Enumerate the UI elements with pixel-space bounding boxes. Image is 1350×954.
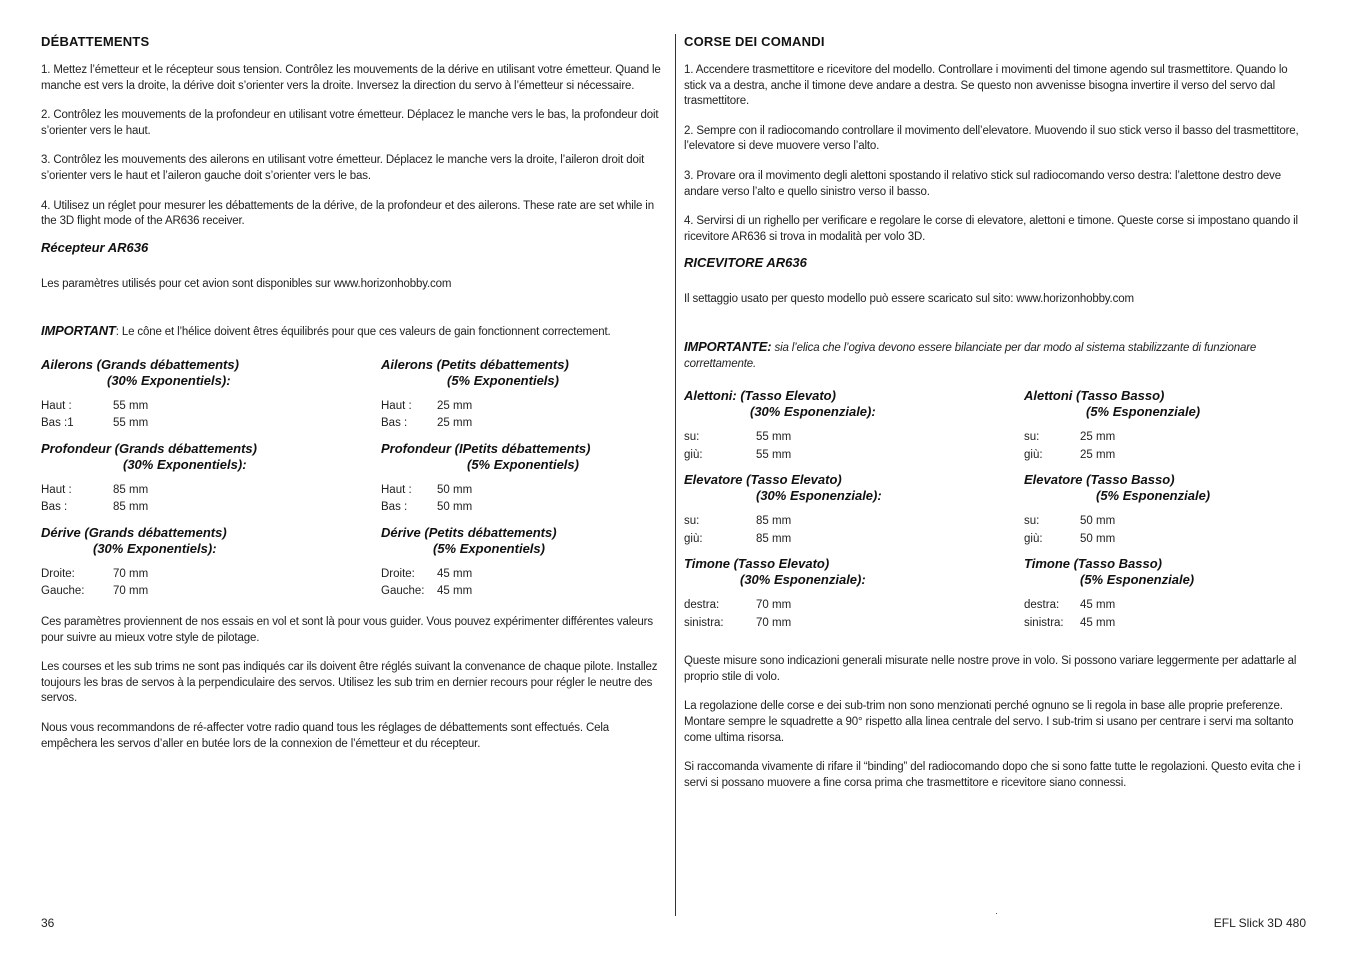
rate-row	[684, 513, 1024, 531]
rate-value: 85 mm	[756, 532, 792, 545]
rate-title-line2: (5% Esponenziale)	[1086, 404, 1201, 420]
rate-row	[41, 583, 381, 601]
rate-label: Haut :	[41, 399, 72, 412]
rate-label: Haut :	[381, 399, 412, 412]
rate-title-line2: (30% Esponenziale):	[750, 404, 876, 420]
rate-value: 85 mm	[113, 501, 149, 514]
rate-label: giù:	[684, 448, 703, 461]
rate-label: destra:	[1024, 599, 1060, 612]
rate-row	[381, 499, 666, 517]
rate-label: su:	[684, 515, 700, 528]
rate-title-line1: Elevatore (Tasso Basso)	[1024, 472, 1175, 488]
rate-rows	[684, 597, 1024, 632]
rate-label: Bas :	[381, 417, 408, 430]
rate-block	[41, 441, 381, 517]
rate-title-line2: (30% Esponenziale):	[740, 572, 866, 588]
rate-block	[41, 525, 381, 601]
product-name: EFL Slick 3D 480	[1213, 916, 1306, 930]
rate-title-line1: Ailerons (Grands débattements)	[41, 356, 239, 372]
rate-rows	[381, 482, 666, 517]
receiver-heading: Récepteur AR636	[41, 239, 149, 255]
rate-title-line2: (5% Esponenziale)	[1096, 488, 1211, 504]
rate-title-line1: Timone (Tasso Elevato)	[684, 556, 830, 572]
rate-rows	[1024, 513, 1309, 548]
rate-row	[1024, 597, 1309, 615]
rate-row	[1024, 531, 1309, 549]
rate-title	[1024, 556, 1309, 588]
rate-value: 50 mm	[1080, 515, 1116, 528]
important-text: sia l’elica che l’ogiva devono essere bilanciate per dar modo al sistema stabilizzante di funzionare correttamente.	[684, 341, 1257, 370]
rate-rows	[41, 482, 381, 517]
important-label: IMPORTANT	[41, 323, 116, 339]
rate-value: 70 mm	[756, 616, 792, 629]
rate-title-line1: Alettoni: (Tasso Elevato)	[684, 388, 836, 404]
rate-title-line1: Alettoni (Tasso Basso)	[1024, 388, 1165, 404]
rate-title-line2: (30% Esponenziale):	[756, 488, 882, 504]
rate-title	[1024, 472, 1309, 504]
closing-paragraph: Queste misure sono indicazioni generali misurate nelle nostre prove in volo. Si possono variare leggermente per adattarle al proprio stile di volo.	[684, 655, 1297, 683]
rate-row	[41, 398, 381, 416]
receiver-heading: RICEVITORE AR636	[684, 255, 807, 271]
rate-row	[1024, 429, 1309, 447]
rate-row	[684, 447, 1024, 465]
closing-paragraph: Si raccomanda vivamente di rifare il “binding” del radiocomando dopo che si sono fatte tutte le regolazioni. Questo evita che i servi si possano muovere a fine corsa prima che trasmettitore e ricevitore siano connessi.	[684, 761, 1301, 789]
rate-row	[684, 615, 1024, 633]
section-title: DÉBATTEMENTS	[41, 34, 150, 49]
rate-value: 25 mm	[1080, 448, 1116, 461]
rate-value: 50 mm	[437, 483, 473, 496]
rate-label: sinistra:	[684, 616, 724, 629]
rates-grid	[41, 357, 666, 609]
rates-grid	[684, 388, 1309, 640]
rate-value: 55 mm	[756, 448, 792, 461]
rate-label: destra:	[684, 599, 720, 612]
rate-label: sinistra:	[1024, 616, 1064, 629]
closing-paragraph: Nous vous recommandons de ré-affecter votre radio quand tous les réglages de débattements sont effectués. Cela empêchera les servos d’aller en butée lors de la connexion de l’émetteur et du récepteur.	[41, 721, 610, 750]
rate-value: 55 mm	[756, 431, 792, 444]
receiver-text: Les paramètres utilisés pour cet avion sont disponibles sur www.horizonhobby.com	[41, 277, 452, 290]
rate-title	[41, 357, 381, 389]
rate-value: 55 mm	[113, 399, 149, 412]
rate-title-line2: (30% Exponentiels):	[93, 540, 217, 556]
column-divider	[675, 34, 676, 916]
rate-title	[684, 388, 1024, 420]
important-label: IMPORTANTE:	[684, 338, 772, 354]
rate-title-line1: Profondeur (IPetits débattements)	[381, 440, 591, 456]
important-text: : Le cône et l’hélice doivent êtres équilibrés pour que ces valeurs de gain fonctionnent correctement.	[115, 326, 611, 339]
rate-row	[684, 429, 1024, 447]
rate-label: giù:	[1024, 532, 1043, 545]
stray-dot	[996, 913, 997, 914]
rate-label: su:	[1024, 515, 1040, 528]
rate-title-line1: Elevatore (Tasso Elevato)	[684, 472, 842, 488]
rate-title	[1024, 388, 1309, 420]
rate-title-line2: (5% Exponentiels)	[447, 372, 559, 388]
rate-rows	[684, 513, 1024, 548]
closing-paragraph: La regolazione delle corse e dei sub-trim non sono menzionati perché ognuno se li regola in base alle proprie preferenze. Montare sempre le squadrette a 90° rispetto alla linea centrale del servo. I sub-trim si usano per centrare i servi ma soltanto come ultima risorsa.	[684, 700, 1294, 744]
rate-value: 45 mm	[437, 567, 473, 580]
rate-title	[41, 525, 381, 557]
rate-label: Droite:	[41, 567, 75, 580]
rate-row	[381, 566, 666, 584]
rate-row	[381, 398, 666, 416]
rate-title	[381, 357, 666, 389]
rate-title-line2: (30% Exponentiels):	[107, 372, 231, 388]
right-column-italian	[684, 34, 1309, 805]
rate-value: 45 mm	[1080, 599, 1116, 612]
rate-label: Bas :	[41, 501, 68, 514]
receiver-text: Il settaggio usato per questo modello può essere scaricato sul sito: www.horizonhobby.com	[684, 293, 1134, 306]
rate-value: 70 mm	[756, 599, 792, 612]
rate-title	[41, 441, 381, 473]
rate-value: 25 mm	[437, 417, 473, 430]
rate-title	[684, 556, 1024, 588]
rate-rows	[41, 566, 381, 601]
rate-title	[684, 472, 1024, 504]
rate-rows	[381, 566, 666, 601]
rate-row	[41, 499, 381, 517]
instruction-paragraph: 4. Utilisez un réglet pour mesurer les débattements de la dérive, de la profondeur et des ailerons. These rate are set while in the 3D flight mode of the AR636 receiver.	[41, 199, 654, 228]
closing-paragraph: Ces paramètres proviennent de nos essais en vol et sont là pour vous guider. Vous pouvez expérimenter différentes valeurs pour suivre au mieux votre style de pilotage.	[41, 615, 653, 644]
instruction-paragraph: 1. Accendere trasmettitore e ricevitore del modello. Controllare i movimenti del timone agendo sul trasmettitore. Quando lo stick va a destra, anche il timone deve andare a destra. Se questo non avvenisse bisogna invertire il verso del servo dal trasmettitore.	[684, 64, 1288, 108]
rate-label: Gauche:	[41, 585, 85, 598]
rate-label: Bas :1	[41, 417, 74, 430]
rate-title	[381, 525, 666, 557]
rate-label: giù:	[684, 532, 703, 545]
page-number: 36	[41, 916, 55, 930]
rate-label: giù:	[1024, 448, 1043, 461]
rate-rows	[684, 429, 1024, 464]
rate-row	[41, 482, 381, 500]
rate-rows	[1024, 597, 1309, 632]
rate-value: 70 mm	[113, 585, 149, 598]
rate-label: Haut :	[381, 483, 412, 496]
instruction-paragraph: 2. Contrôlez les mouvements de la profondeur en utilisant votre émetteur. Déplacez le manche vers le bas, la profondeur doit s’orienter vers le haut.	[41, 109, 659, 137]
rate-row	[1024, 615, 1309, 633]
section-title: CORSE DEI COMANDI	[684, 34, 825, 49]
rate-title-line1: Profondeur (Grands débattements)	[41, 440, 257, 456]
rate-title-line2: (5% Esponenziale)	[1080, 572, 1195, 588]
rate-block	[381, 357, 666, 433]
rate-row	[381, 482, 666, 500]
instruction-paragraph: 2. Sempre con il radiocomando controllare il movimento dell’elevatore. Muovendo il suo stick verso il basso del trasmettitore, l’elevatore si deve muovere verso l’alto.	[684, 124, 1299, 153]
instruction-paragraph: 3. Contrôlez les mouvements des ailerons en utilisant votre émetteur. Déplacez le manche vers la droite, l’aileron droit doit s’orienter vers le haut et l’aileron gauche doit s’orienter vers le bas.	[41, 154, 645, 182]
important-note	[684, 339, 1309, 372]
rate-title-line2: (30% Exponentiels):	[123, 456, 247, 472]
rate-rows	[41, 398, 381, 433]
rate-block	[1024, 388, 1309, 464]
rate-row	[381, 583, 666, 601]
closing-paragraph: Les courses et les sub trims ne sont pas indiqués car ils doivent être réglés suivant la convenance de chaque pilote. Installez toujours les bras de servos à la perpendiculaire des servos. Utilisez les sub trim en dernier recours pour régler le neutre des servos.	[41, 661, 658, 705]
rate-value: 55 mm	[113, 417, 149, 430]
rate-label: Gauche:	[381, 585, 425, 598]
rate-value: 85 mm	[756, 515, 792, 528]
rate-rows	[1024, 429, 1309, 464]
rate-label: Bas :	[381, 501, 408, 514]
rate-block	[1024, 472, 1309, 548]
rate-value: 50 mm	[1080, 532, 1116, 545]
rate-value: 85 mm	[113, 483, 149, 496]
rate-rows	[381, 398, 666, 433]
rate-block	[41, 357, 381, 433]
rate-value: 70 mm	[113, 567, 149, 580]
rate-label: Haut :	[41, 483, 72, 496]
rate-value: 25 mm	[1080, 431, 1116, 444]
rate-block	[381, 441, 666, 517]
rate-value: 45 mm	[437, 585, 473, 598]
rate-title-line1: Dérive (Petits débattements)	[381, 524, 557, 540]
rate-block	[381, 525, 666, 601]
rate-label: Droite:	[381, 567, 415, 580]
rate-value: 45 mm	[1080, 616, 1116, 629]
instruction-paragraph: 1. Mettez l’émetteur et le récepteur sous tension. Contrôlez les mouvements de la dérive en utilisant votre émetteur. Quand le manche est vers la droite, la dérive doit s’orienter vers la droite. Inversez la direction du servo à l’émetteur si nécessaire.	[41, 64, 661, 92]
rate-block	[1024, 556, 1309, 632]
rate-label: su:	[684, 431, 700, 444]
rate-block	[684, 556, 1024, 632]
rate-title-line2: (5% Exponentiels)	[433, 540, 545, 556]
rate-row	[684, 531, 1024, 549]
rate-label: su:	[1024, 431, 1040, 444]
rate-row	[41, 415, 381, 433]
rate-value: 50 mm	[437, 501, 473, 514]
important-note	[41, 323, 666, 341]
rate-title-line1: Dérive (Grands débattements)	[41, 524, 227, 540]
left-column-french	[41, 34, 666, 766]
rate-title	[381, 441, 666, 473]
rate-row	[684, 597, 1024, 615]
instruction-paragraph: 3. Provare ora il movimento degli alettoni spostando il relativo stick sul radiocomando verso destra: l’alettone destro deve andare verso l’alto e quello sinistro verso il basso.	[684, 169, 1281, 198]
rate-value: 25 mm	[437, 399, 473, 412]
rate-title-line1: Ailerons (Petits débattements)	[381, 356, 569, 372]
rate-row	[381, 415, 666, 433]
instruction-paragraph: 4. Servirsi di un righello per verificare e regolare le corse di elevatore, alettoni e timone. Queste corse si impostano quando il ricevitore AR636 si trova in modalità per volo 3D.	[684, 215, 1298, 243]
rate-row	[1024, 513, 1309, 531]
rate-block	[684, 388, 1024, 464]
rate-title-line1: Timone (Tasso Basso)	[1024, 556, 1162, 572]
rate-block	[684, 472, 1024, 548]
rate-row	[41, 566, 381, 584]
rate-title-line2: (5% Exponentiels)	[467, 456, 579, 472]
rate-row	[1024, 447, 1309, 465]
